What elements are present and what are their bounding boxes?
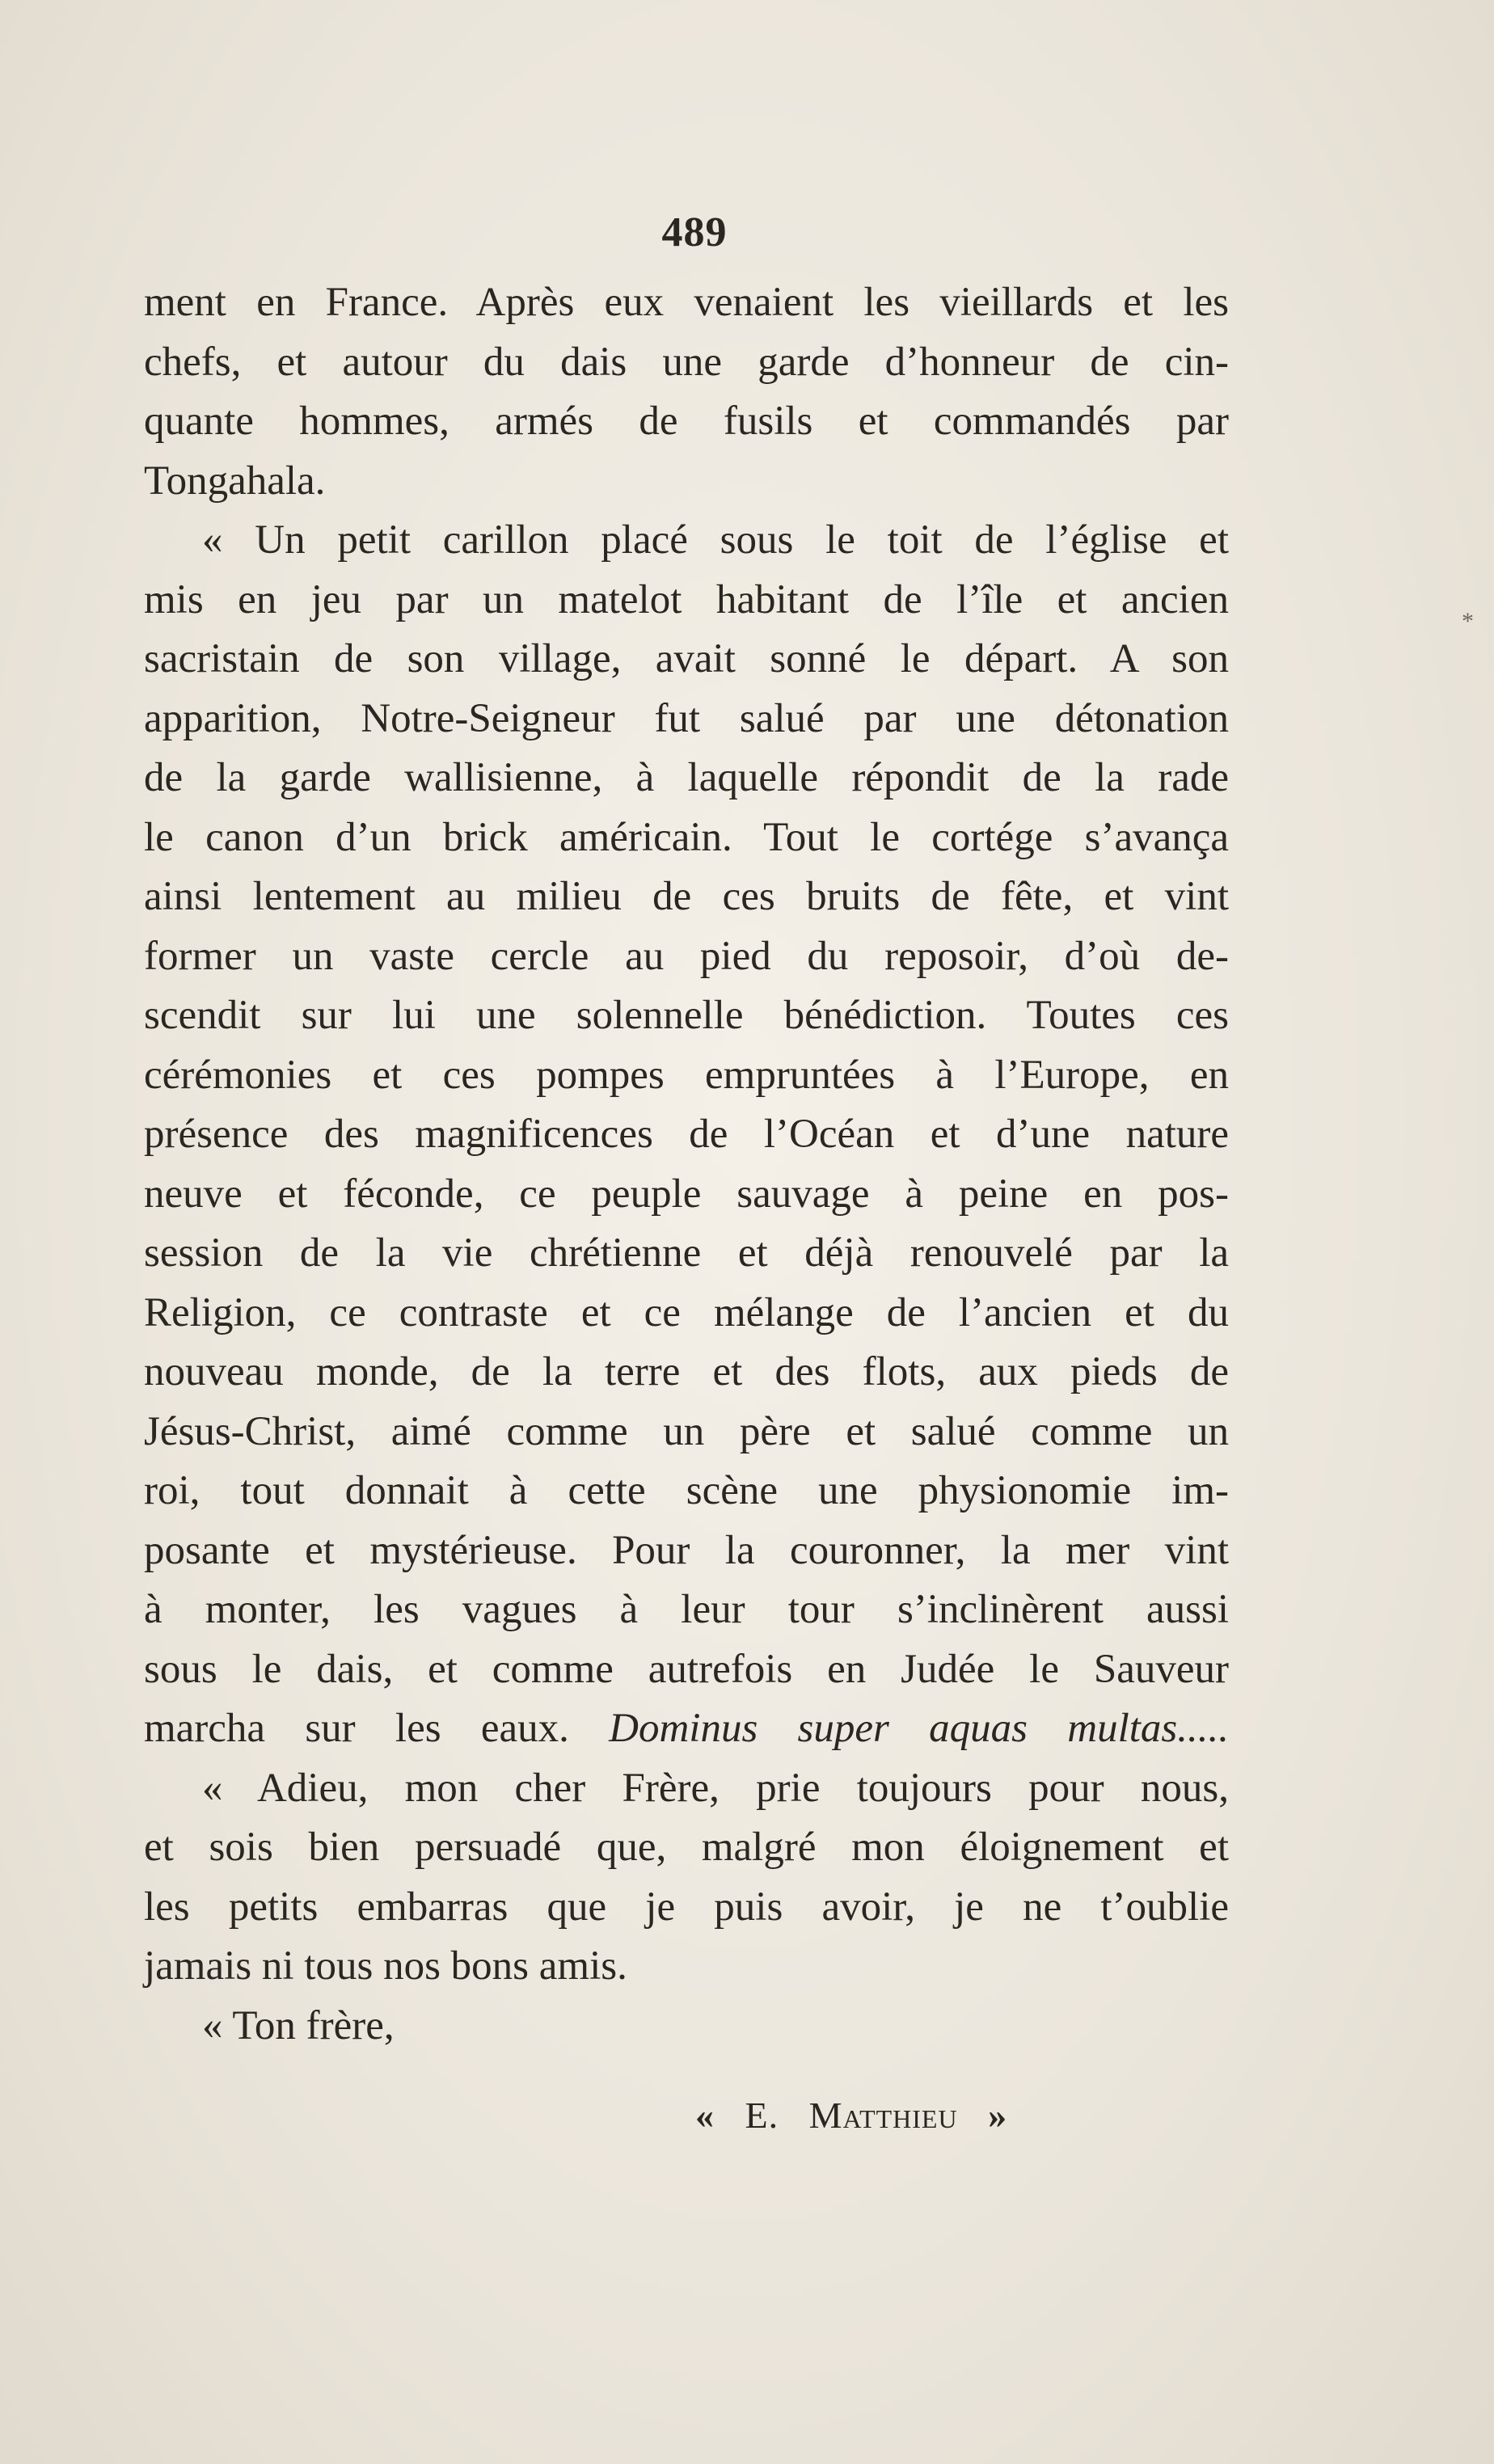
latin-quotation: Dominus super aquas multas..... (609, 1706, 1230, 1751)
text-line-content: les petits embarras que je puis avoir, je ne t’oublie (144, 1884, 1229, 1930)
text-line-content: Religion, ce contraste et ce mélange de l’ancien et du (144, 1289, 1229, 1335)
page-number: 489 (661, 209, 728, 255)
text-line (144, 392, 1229, 452)
text-line-content: de la garde wallisienne, à laquelle répondit de la rade (144, 755, 1229, 800)
text-line (144, 1105, 1229, 1165)
text-line-content: quante hommes, armés de fusils et commandés par (144, 399, 1229, 444)
text-line (144, 927, 1229, 987)
text-line-content: ment en France. Après eux venaient les vieillards et les (144, 280, 1229, 325)
text-line-content: marcha sur les eaux. (144, 1706, 610, 1751)
text-line-content: chefs, et autour du dais une garde d’honneur de cin- (144, 339, 1229, 385)
text-line-content: posante et mystérieuse. Pour la couronner, la mer vint (144, 1527, 1229, 1573)
text-line (144, 1284, 1229, 1344)
text-line (144, 1343, 1229, 1403)
text-line (144, 1403, 1229, 1462)
text-line-content: apparition, Notre-Seigneur fut salué par une détonation (144, 695, 1229, 741)
text-line (144, 333, 1229, 393)
signature-initial: E. (745, 2095, 779, 2136)
text-line-content: roi, tout donnait à cette scène une physionomie im- (144, 1468, 1229, 1513)
margin-speck: * (1462, 608, 1474, 635)
signature (695, 2094, 1007, 2137)
text-line (144, 1759, 1229, 1819)
text-line-content: former un vaste cercle au pied du reposoir, d’où de- (144, 933, 1229, 979)
text-line (144, 1046, 1229, 1106)
text-line (144, 1462, 1229, 1521)
text-line (144, 867, 1229, 927)
text-line (144, 1937, 1229, 1997)
letter-text (144, 273, 1229, 2056)
text-line (144, 690, 1229, 749)
text-line (144, 452, 1229, 512)
text-line-content: nouveau monde, de la terre et des flots, aux pieds de (144, 1349, 1229, 1394)
text-line-content: mis en jeu par un matelot habitant de l’île et ancien (144, 576, 1229, 622)
text-line (144, 749, 1229, 808)
text-line (144, 986, 1229, 1046)
text-line-content: sous le dais, et comme autrefois en Judée le Sauveur (144, 1646, 1229, 1692)
text-line-content: « Adieu, mon cher Frère, prie toujours pour nous, (202, 1765, 1229, 1811)
text-line-content: Tongahala. (144, 458, 326, 504)
text-line (144, 273, 1229, 333)
text-line-content: scendit sur lui une solennelle bénédiction. Toutes ces (144, 993, 1229, 1038)
text-line (144, 1640, 1229, 1700)
text-line (144, 571, 1229, 631)
text-line-content: ainsi lentement au milieu de ces bruits de fête, et vint (144, 874, 1229, 919)
text-line-content: « Ton frère, (202, 2002, 395, 2048)
text-line-content: et sois bien persuadé que, malgré mon éloignement et (144, 1825, 1229, 1870)
text-line-content: le canon d’un brick américain. Tout le cortége s’avança (144, 814, 1229, 860)
text-line (144, 630, 1229, 690)
signature-close-quote: » (988, 2095, 1008, 2136)
text-line (144, 1699, 1229, 1759)
text-line-content: à monter, les vagues à leur tour s’inclinèrent aussi (144, 1587, 1229, 1632)
text-line-content: « Un petit carillon placé sous le toit de l’église et (202, 517, 1229, 563)
text-line (144, 511, 1229, 571)
text-line (144, 1997, 1229, 2057)
text-line-content: sacristain de son village, avait sonné le départ. A son (144, 636, 1229, 681)
text-line (144, 1878, 1229, 1938)
text-line-content: cérémonies et ces pompes empruntées à l’Europe, en (144, 1052, 1229, 1098)
text-line (144, 1521, 1229, 1581)
text-line-content: Jésus-Christ, aimé comme un père et salué comme un (144, 1408, 1229, 1454)
text-line-content: jamais ni tous nos bons amis. (144, 1943, 627, 1989)
signature-open-quote: « (695, 2095, 715, 2136)
text-line (144, 1224, 1229, 1284)
signature-name: Matthieu (808, 2095, 958, 2136)
text-line (144, 1580, 1229, 1640)
text-line (144, 808, 1229, 868)
text-line (144, 1818, 1229, 1878)
text-line-content: présence des magnificences de l’Océan et d’une nature (144, 1112, 1229, 1157)
text-line (144, 1165, 1229, 1225)
text-line-content: session de la vie chrétienne et déjà renouvelé par la (144, 1230, 1229, 1276)
text-line-content: neuve et féconde, ce peuple sauvage à peine en pos- (144, 1171, 1229, 1217)
